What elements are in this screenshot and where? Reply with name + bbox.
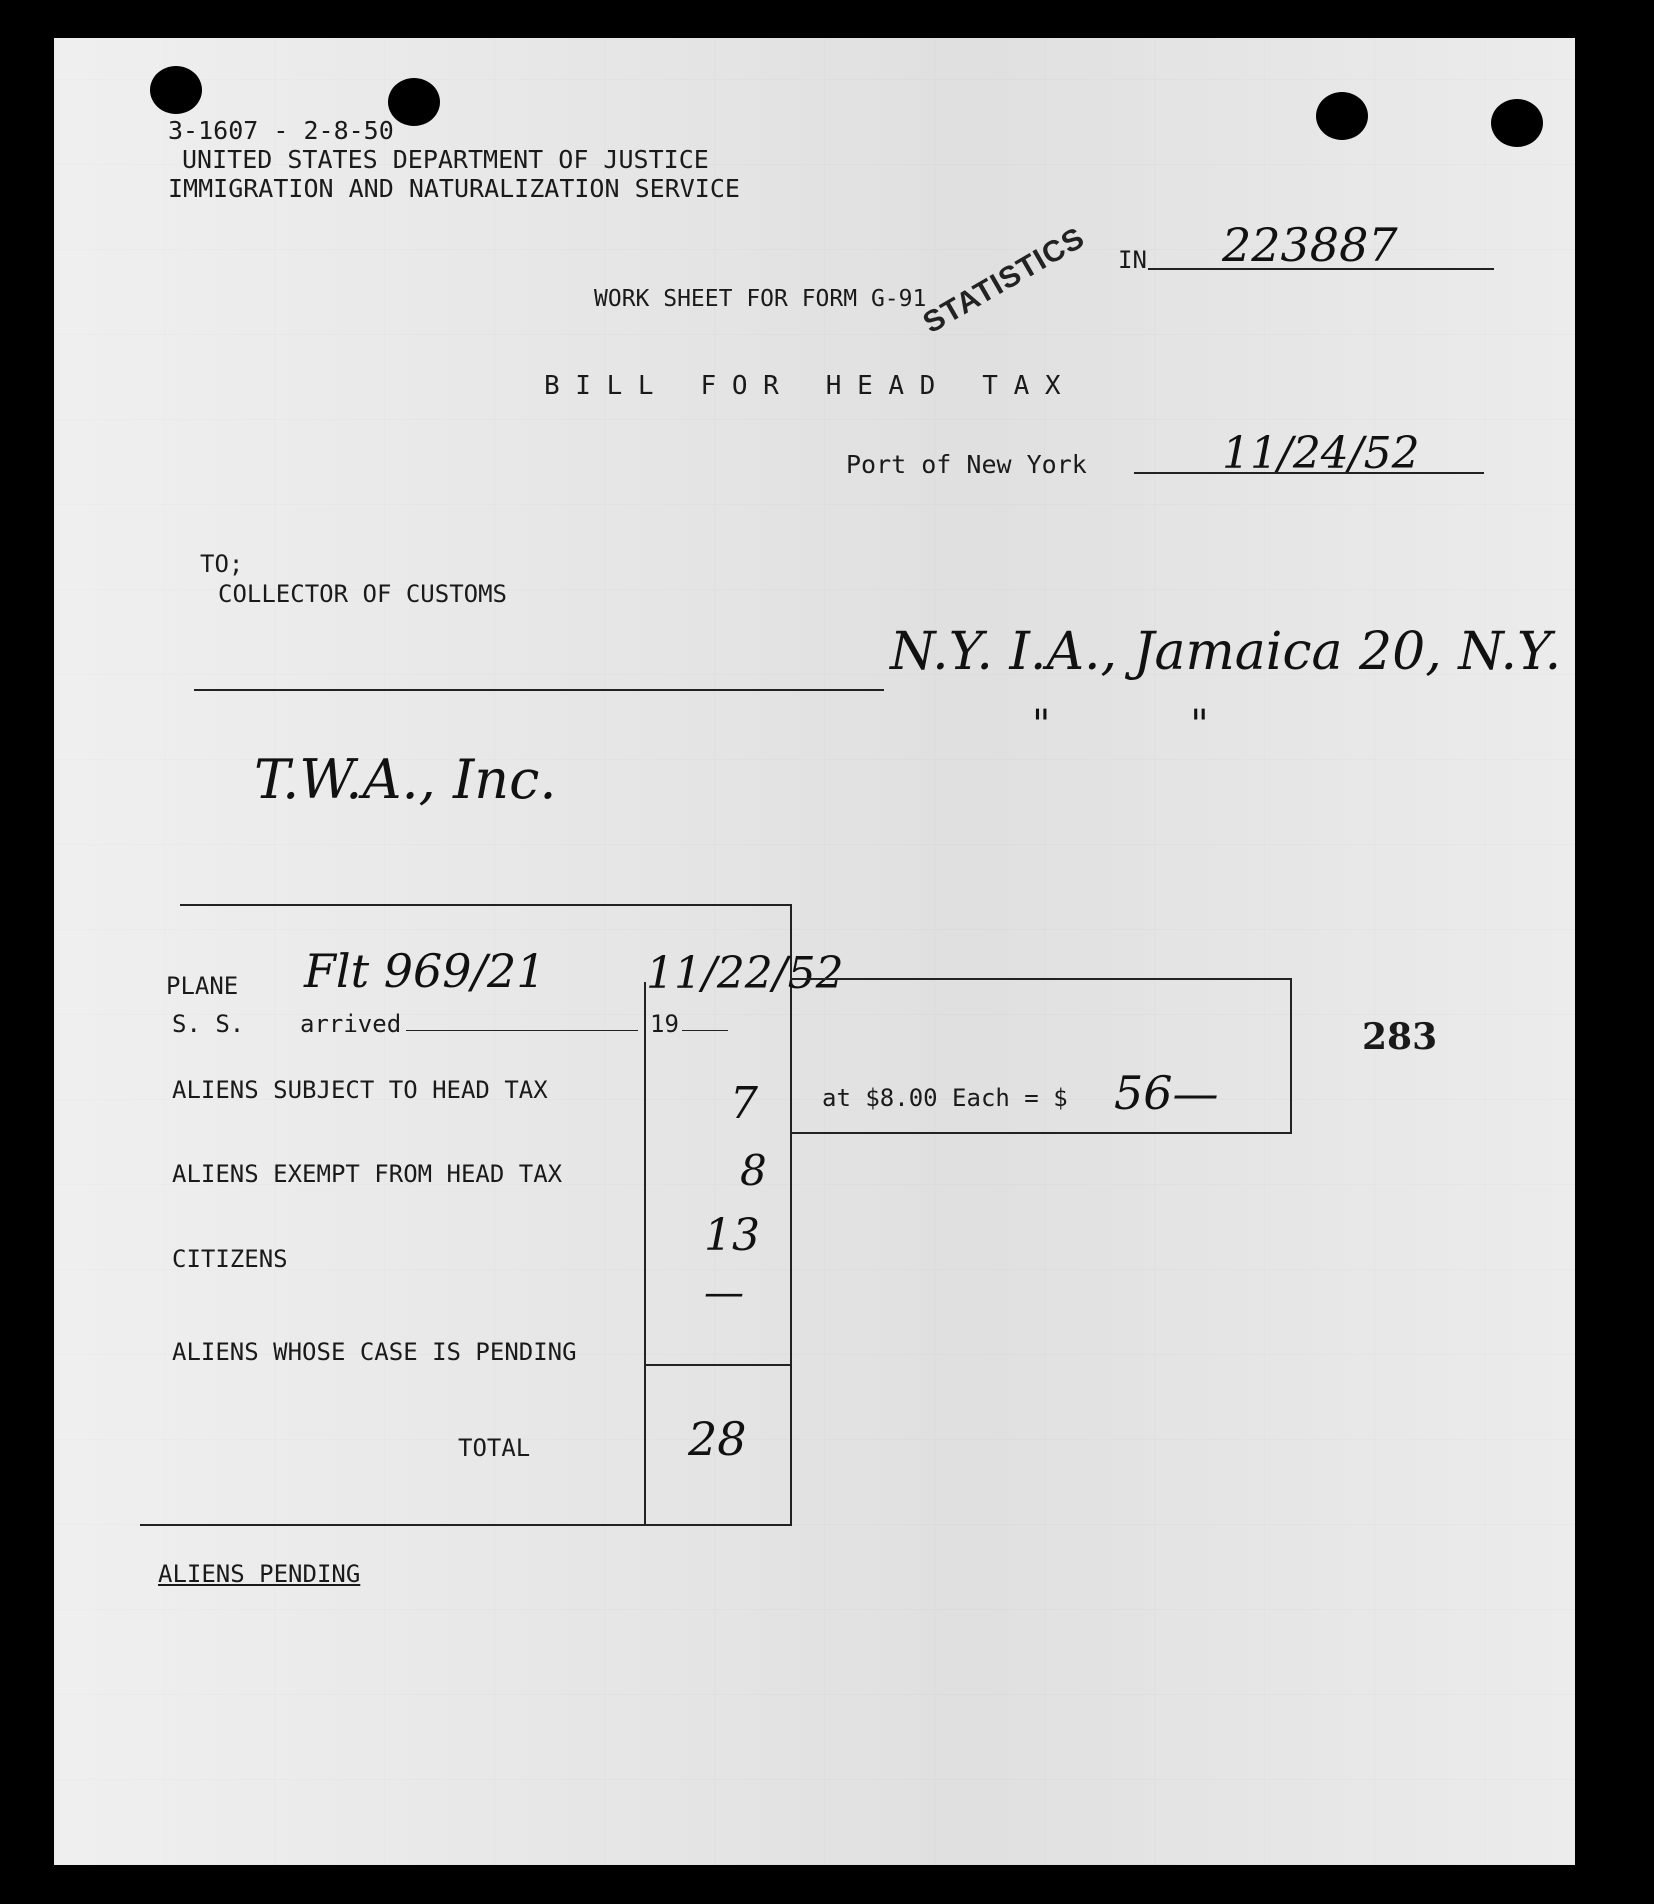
port-label: Port of New York xyxy=(846,450,1087,479)
addressee: COLLECTOR OF CUSTOMS xyxy=(218,580,507,608)
arrived-underline xyxy=(406,1030,638,1031)
punch-hole-2 xyxy=(388,78,440,126)
carrier-handwritten: T.W.A., Inc. xyxy=(254,748,557,811)
side-number: 283 xyxy=(1362,1016,1438,1058)
exempt-label: ALIENS EXEMPT FROM HEAD TAX xyxy=(172,1160,563,1188)
department-name: UNITED STATES DEPARTMENT OF JUSTICE xyxy=(182,145,709,174)
arrived-date: 11/22/52 xyxy=(646,948,844,999)
table-bottom-rule xyxy=(140,1524,792,1526)
punch-hole-1 xyxy=(150,66,202,114)
count-col-left xyxy=(644,982,646,1526)
aliens-pending-heading: ALIENS PENDING xyxy=(158,1560,361,1588)
addressee-underline xyxy=(194,689,884,691)
citizens-label: CITIZENS xyxy=(172,1245,288,1273)
work-sheet-title: WORK SHEET FOR FORM G-91 xyxy=(594,286,927,312)
year-prefix: 19 xyxy=(650,1010,679,1038)
to-label: TO; xyxy=(200,550,244,578)
form-code: 3-1607 - 2-8-50 xyxy=(168,116,394,145)
total-label: TOTAL xyxy=(458,1434,531,1462)
citizens-count: 13 xyxy=(704,1210,760,1261)
service-name: IMMIGRATION AND NATURALIZATION SERVICE xyxy=(168,174,740,203)
total-rule xyxy=(644,1364,792,1366)
tax-amount: 56— xyxy=(1114,1066,1219,1120)
bill-title: B I L L F O R H E A D T A X xyxy=(544,371,1061,401)
subject-label: ALIENS SUBJECT TO HEAD TAX xyxy=(172,1076,548,1104)
year-underline xyxy=(682,1030,728,1031)
ditto-marks: " " xyxy=(1032,702,1209,748)
in-number: 223887 xyxy=(1222,218,1398,272)
pending-label: ALIENS WHOSE CASE IS PENDING xyxy=(172,1338,577,1366)
exempt-count: 8 xyxy=(740,1146,767,1195)
subject-count: 7 xyxy=(730,1078,758,1129)
total-count: 28 xyxy=(688,1412,747,1466)
statistics-stamp: STATISTICS xyxy=(917,221,1091,340)
punch-hole-4 xyxy=(1491,99,1543,147)
ss-label: S. S. xyxy=(172,1010,245,1038)
arrived-label: arrived xyxy=(300,1010,402,1038)
plane-label: PLANE xyxy=(166,972,239,1000)
in-label: IN xyxy=(1118,246,1147,274)
pending-count: — xyxy=(704,1270,744,1316)
port-date: 11/24/52 xyxy=(1222,428,1420,479)
tax-rate-text: at $8.00 Each = $ xyxy=(822,1084,1068,1112)
punch-hole-3 xyxy=(1316,92,1368,140)
location-handwritten: N.Y. I.A., Jamaica 20, N.Y. xyxy=(890,622,1562,682)
table-top-rule xyxy=(180,904,792,906)
plane-value: Flt 969/21 xyxy=(304,944,546,998)
document-page xyxy=(54,38,1575,1865)
